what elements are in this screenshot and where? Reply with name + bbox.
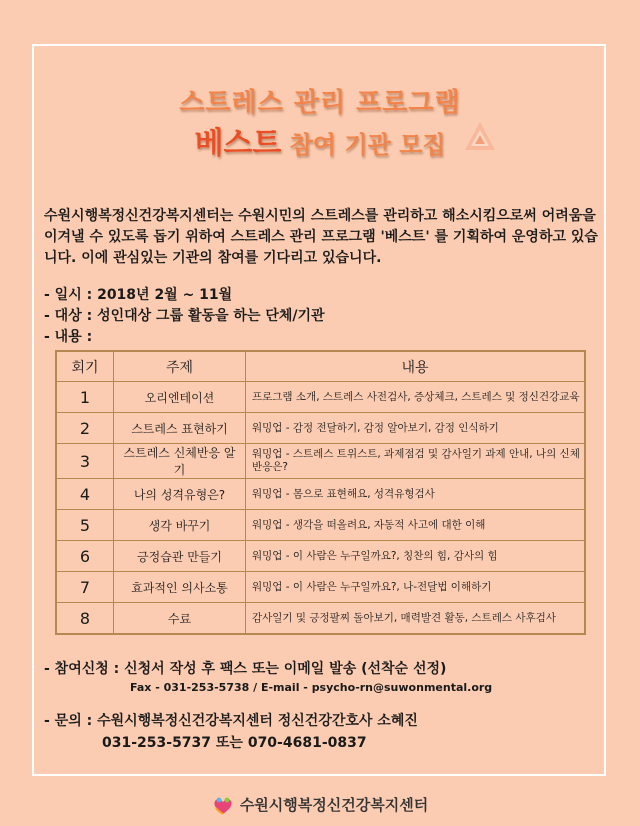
footer [0, 794, 640, 816]
session-topic: 나의 성격유형은? [114, 479, 246, 510]
session-topic: 스트레스 신체반응 알기 [114, 444, 246, 479]
session-topic: 수료 [114, 603, 246, 635]
session-desc: 워밍업 - 생각을 떠올려요, 자동적 사고에 대한 이해 [246, 510, 586, 541]
title-line-1: 스트레스 관리 프로그램 [179, 88, 461, 118]
session-desc: 워밍업 - 이 사람은 누구일까요?, 나-전달법 이해하기 [246, 572, 586, 603]
footer-org-name: 수원시행복정신건강복지센터 [239, 796, 429, 814]
contact-line-2: 031-253-5737 또는 070-4681-0837 [102, 735, 367, 751]
intro-paragraph: 수원시행복정신건강복지센터는 수원시민의 스트레스를 관리하고 해소시킴으로써 어려움을 이겨낼 수 있도록 돕기 위하여 스트레스 관리 프로그램 '베스트' 를 기획하여 운영하고 있습니다. 이에 관심있는 기관의 참여를 기다리고 있습니다. [44, 208, 598, 266]
session-number: 6 [56, 541, 114, 572]
header-topic: 주제 [114, 351, 246, 382]
session-desc: 프로그램 소개, 스트레스 사전검사, 증상체크, 스트레스 및 정신건강교육 [246, 382, 586, 413]
title-highlight: 베스트 [194, 126, 282, 161]
heart-people-logo-icon [212, 796, 234, 816]
session-desc: 워밍업 - 이 사람은 누구일까요?, 칭찬의 힘, 감사의 힘 [246, 541, 586, 572]
session-number: 7 [56, 572, 114, 603]
session-number: 8 [56, 603, 114, 635]
table-row [56, 382, 585, 413]
session-desc: 워밍업 - 스트레스 트위스트, 과제점검 및 감사일기 과제 안내, 나의 신체반응은? [246, 444, 586, 479]
session-topic: 효과적인 의사소통 [114, 572, 246, 603]
session-topic: 긍정습관 만들기 [114, 541, 246, 572]
title-rest: 참여 기관 모집 [281, 131, 446, 159]
table-header-row [56, 351, 585, 382]
info-block [44, 285, 325, 348]
table-row [56, 479, 585, 510]
session-topic: 생각 바꾸기 [114, 510, 246, 541]
session-number: 4 [56, 479, 114, 510]
table-row [56, 510, 585, 541]
session-number: 5 [56, 510, 114, 541]
info-content: - 내용 : [44, 329, 93, 345]
session-number: 2 [56, 413, 114, 444]
session-desc: 워밍업 - 몸으로 표현해요, 성격유형검사 [246, 479, 586, 510]
table-row [56, 413, 585, 444]
contact-line-1: - 문의 : 수원시행복정신건강복지센터 정신건강간호사 소혜진 [44, 713, 418, 729]
session-topic: 오리엔테이션 [114, 382, 246, 413]
table-row [56, 541, 585, 572]
table-row [56, 444, 585, 479]
table-row [56, 603, 585, 635]
title-line-2 [0, 118, 640, 162]
info-date: - 일시 : 2018년 2월 ~ 11월 [44, 287, 233, 303]
table-row [56, 572, 585, 603]
apply-line-2: Fax - 031-253-5738 / E-mail - psycho-rn@suwonmental.org [130, 681, 493, 694]
contact-block [44, 710, 418, 754]
header-content: 내용 [246, 351, 586, 382]
session-number: 3 [56, 444, 114, 479]
program-table [55, 350, 586, 635]
session-topic: 스트레스 표현하기 [114, 413, 246, 444]
header-session: 회기 [56, 351, 114, 382]
info-target: - 대상 : 성인대상 그룹 활동을 하는 단체/기관 [44, 308, 325, 324]
mountain-logo-icon [462, 118, 498, 154]
session-desc: 감사일기 및 긍정팔찌 돌아보기, 매력발견 활동, 스트레스 사후검사 [246, 603, 586, 635]
session-desc: 워밍업 - 감정 전달하기, 감정 알아보기, 감정 인식하기 [246, 413, 586, 444]
session-number: 1 [56, 382, 114, 413]
apply-line-1: - 참여신청 : 신청서 작성 후 팩스 또는 이메일 발송 (선착순 선정) [44, 661, 447, 677]
